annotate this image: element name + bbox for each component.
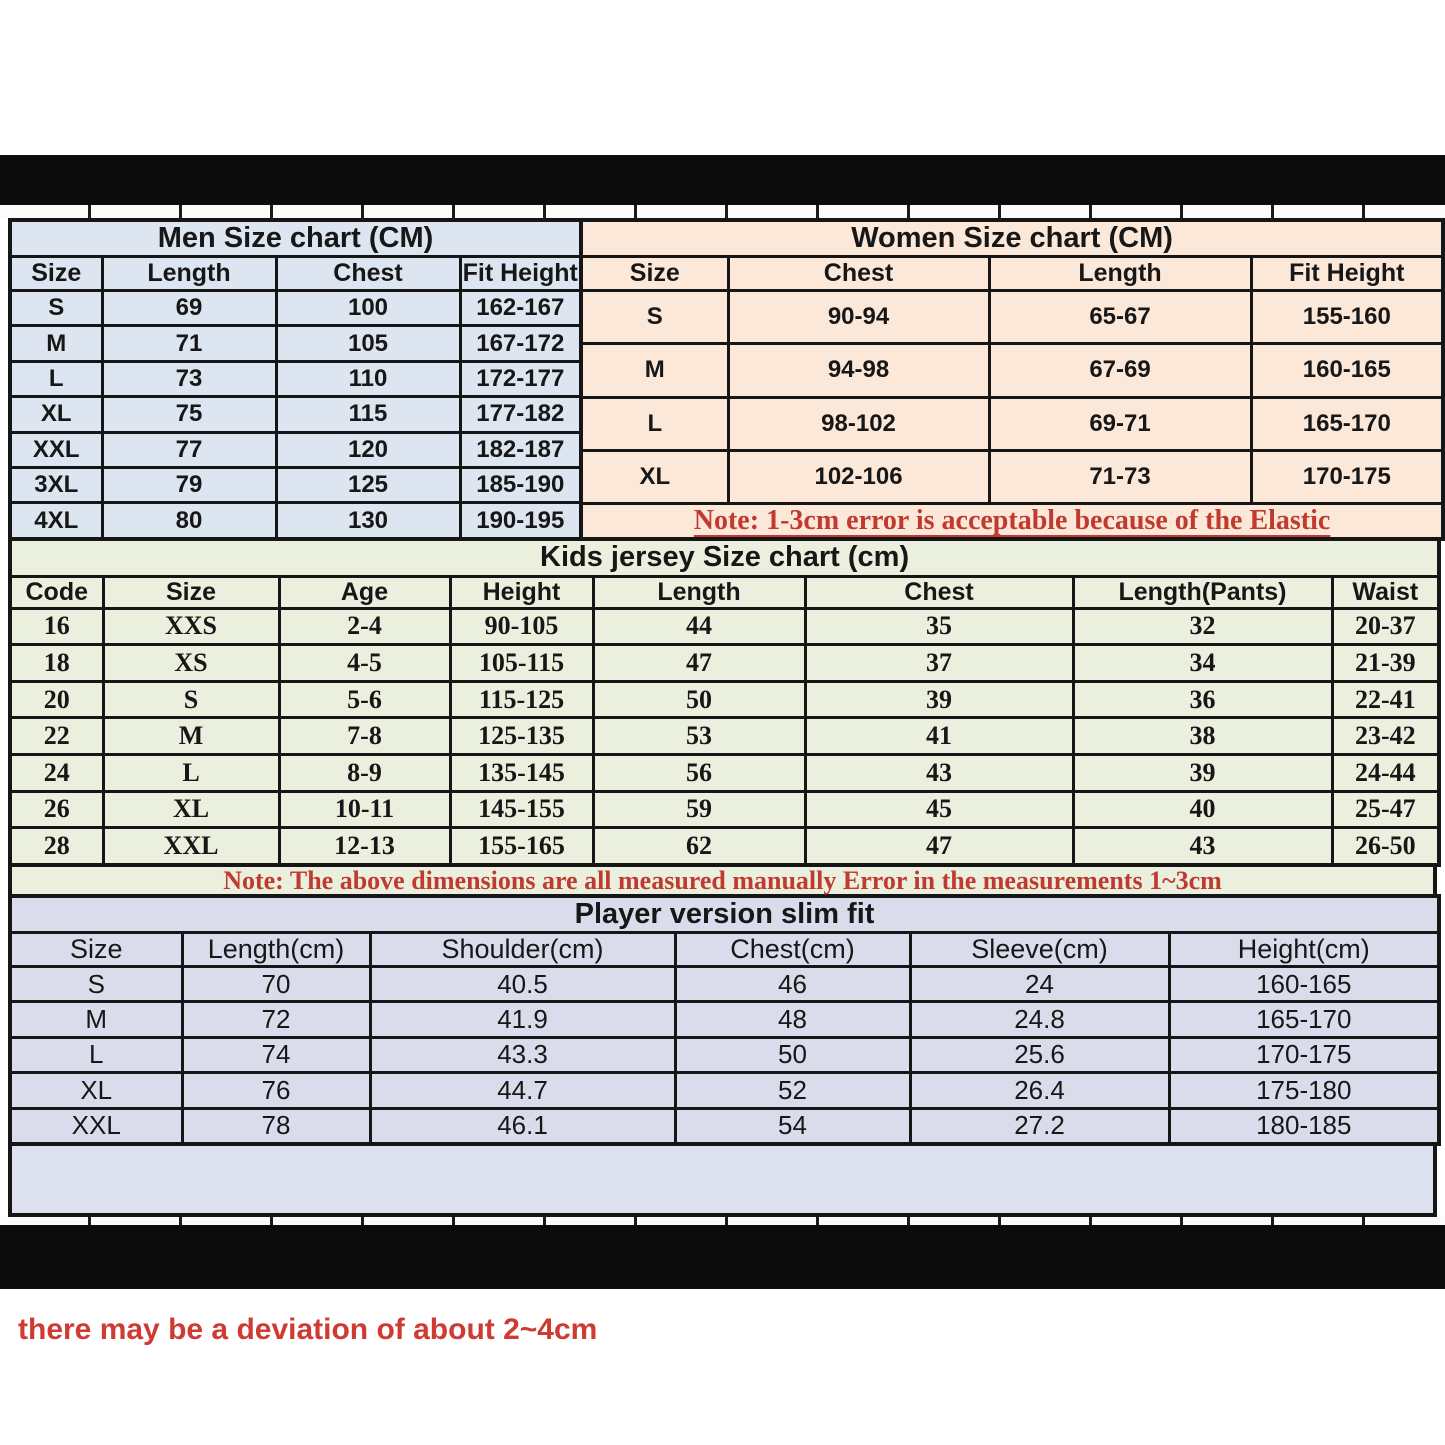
table-cell: 32 xyxy=(1073,608,1332,645)
table-cell: 130 xyxy=(276,503,460,539)
women-col-length: Length xyxy=(989,257,1251,291)
kids-col-length-pants: Length(Pants) xyxy=(1073,576,1332,608)
table-cell: S xyxy=(10,967,182,1002)
kids-col-chest: Chest xyxy=(805,576,1073,608)
table-row xyxy=(10,1073,1439,1108)
women-col-chest: Chest xyxy=(728,257,989,291)
player-col-length: Length(cm) xyxy=(182,933,370,967)
kids-table-title: Kids jersey Size chart (cm) xyxy=(10,539,1439,576)
table-cell: 71-73 xyxy=(989,450,1251,503)
table-cell: 28 xyxy=(10,828,103,865)
player-col-shoulder: Shoulder(cm) xyxy=(370,933,675,967)
women-col-fit-height: Fit Height xyxy=(1251,257,1443,291)
table-cell: XXL xyxy=(10,432,102,467)
table-cell: M xyxy=(103,718,279,755)
table-cell: 47 xyxy=(805,828,1073,865)
men-col-fit-height: Fit Height xyxy=(460,257,581,291)
table-cell: 20 xyxy=(10,681,103,718)
men-table-header-row xyxy=(10,257,581,291)
table-cell: 73 xyxy=(102,361,276,396)
table-cell: 162-167 xyxy=(460,291,581,326)
table-cell: XS xyxy=(103,645,279,682)
table-row xyxy=(10,681,1439,718)
table-cell: 182-187 xyxy=(460,432,581,467)
table-cell: XXL xyxy=(103,828,279,865)
table-cell: XXS xyxy=(103,608,279,645)
kids-col-length: Length xyxy=(593,576,805,608)
table-cell: 44 xyxy=(593,608,805,645)
player-table-body xyxy=(10,967,1439,1145)
table-cell: 34 xyxy=(1073,645,1332,682)
table-cell: 35 xyxy=(805,608,1073,645)
table-cell: 40.5 xyxy=(370,967,675,1002)
table-cell: 76 xyxy=(182,1073,370,1108)
table-cell: 24.8 xyxy=(910,1002,1169,1037)
table-cell: 80 xyxy=(102,503,276,539)
table-cell: 4-5 xyxy=(279,645,450,682)
table-cell: 47 xyxy=(593,645,805,682)
table-cell: 125 xyxy=(276,468,460,503)
table-cell: 41.9 xyxy=(370,1002,675,1037)
table-cell: 50 xyxy=(593,681,805,718)
player-col-sleeve: Sleeve(cm) xyxy=(910,933,1169,967)
table-cell: 62 xyxy=(593,828,805,865)
table-cell: 5-6 xyxy=(279,681,450,718)
table-cell: L xyxy=(581,397,728,450)
table-cell: 78 xyxy=(182,1108,370,1144)
table-row xyxy=(10,397,581,432)
player-col-chest: Chest(cm) xyxy=(675,933,910,967)
kids-col-size: Size xyxy=(103,576,279,608)
table-cell: 65-67 xyxy=(989,291,1251,344)
women-table-title: Women Size chart (CM) xyxy=(581,220,1443,257)
table-cell: 39 xyxy=(805,681,1073,718)
men-table-title-row xyxy=(10,220,581,257)
table-cell: 165-170 xyxy=(1169,1002,1439,1037)
kids-table-title-row xyxy=(10,539,1439,576)
table-row xyxy=(10,608,1439,645)
table-cell: 102-106 xyxy=(728,450,989,503)
table-cell: M xyxy=(10,1002,182,1037)
table-cell: 175-180 xyxy=(1169,1073,1439,1108)
player-col-height: Height(cm) xyxy=(1169,933,1439,967)
table-cell: 177-182 xyxy=(460,397,581,432)
table-cell: 77 xyxy=(102,432,276,467)
table-cell: 16 xyxy=(10,608,103,645)
table-cell: 90-105 xyxy=(450,608,593,645)
table-row xyxy=(10,967,1439,1002)
table-cell: 72 xyxy=(182,1002,370,1037)
table-row xyxy=(10,718,1439,755)
table-cell: XXL xyxy=(10,1108,182,1144)
table-cell: 46.1 xyxy=(370,1108,675,1144)
table-cell: 75 xyxy=(102,397,276,432)
table-cell: S xyxy=(103,681,279,718)
table-row xyxy=(10,828,1439,865)
kids-table-header-row xyxy=(10,576,1439,608)
table-cell: 170-175 xyxy=(1251,450,1443,503)
men-col-length: Length xyxy=(102,257,276,291)
table-cell: 190-195 xyxy=(460,503,581,539)
kids-col-code: Code xyxy=(10,576,103,608)
men-size-table xyxy=(8,218,583,541)
table-cell: S xyxy=(581,291,728,344)
table-cell: XL xyxy=(10,397,102,432)
player-table-title: Player version slim fit xyxy=(10,896,1439,933)
table-row xyxy=(10,755,1439,792)
table-row xyxy=(10,791,1439,828)
kids-size-table xyxy=(8,537,1441,867)
table-cell: 110 xyxy=(276,361,460,396)
table-cell: 37 xyxy=(805,645,1073,682)
table-row xyxy=(10,468,581,503)
top-grid-strip xyxy=(0,205,1445,218)
table-cell: 26-50 xyxy=(1332,828,1439,865)
table-row xyxy=(581,397,1443,450)
table-cell: 105 xyxy=(276,326,460,361)
table-cell: 2-4 xyxy=(279,608,450,645)
table-cell: 54 xyxy=(675,1108,910,1144)
table-cell: 125-135 xyxy=(450,718,593,755)
table-cell: 23-42 xyxy=(1332,718,1439,755)
top-black-bar xyxy=(0,155,1445,205)
table-cell: 98-102 xyxy=(728,397,989,450)
elastic-note-text: Note: 1-3cm error is acceptable because of the Elastic xyxy=(693,505,1331,536)
table-cell: L xyxy=(10,1037,182,1072)
women-table-header-row xyxy=(581,257,1443,291)
table-cell: 10-11 xyxy=(279,791,450,828)
table-cell: 26.4 xyxy=(910,1073,1169,1108)
table-cell: 135-145 xyxy=(450,755,593,792)
table-row xyxy=(10,503,581,539)
table-row xyxy=(10,1037,1439,1072)
table-cell: 155-165 xyxy=(450,828,593,865)
table-cell: 45 xyxy=(805,791,1073,828)
player-table-header-row xyxy=(10,933,1439,967)
kids-col-waist: Waist xyxy=(1332,576,1439,608)
size-chart-sheet xyxy=(8,218,1437,1346)
table-cell: 172-177 xyxy=(460,361,581,396)
table-row xyxy=(10,645,1439,682)
table-cell: 53 xyxy=(593,718,805,755)
table-cell: 7-8 xyxy=(279,718,450,755)
reference-note-line2: there may be a deviation of about 2~4cm xyxy=(18,1313,598,1346)
kids-table-body xyxy=(10,608,1439,865)
table-cell: 22-41 xyxy=(1332,681,1439,718)
table-cell: 41 xyxy=(805,718,1073,755)
men-women-section xyxy=(8,218,1437,541)
table-cell: 27.2 xyxy=(910,1108,1169,1144)
table-cell: 165-170 xyxy=(1251,397,1443,450)
table-cell: 26 xyxy=(10,791,103,828)
table-cell: L xyxy=(10,361,102,396)
table-row xyxy=(581,344,1443,397)
table-cell: 94-98 xyxy=(728,344,989,397)
kids-col-height: Height xyxy=(450,576,593,608)
kids-col-age: Age xyxy=(279,576,450,608)
table-cell: 90-94 xyxy=(728,291,989,344)
bottom-black-bar xyxy=(0,1225,1445,1289)
men-table-title: Men Size chart (CM) xyxy=(10,220,581,257)
table-row xyxy=(10,432,581,467)
bottom-grid-strip xyxy=(0,1217,1445,1225)
table-cell: 40 xyxy=(1073,791,1332,828)
table-cell: M xyxy=(10,326,102,361)
table-cell: 167-172 xyxy=(460,326,581,361)
table-cell: 160-165 xyxy=(1251,344,1443,397)
table-cell: 170-175 xyxy=(1169,1037,1439,1072)
table-cell: 69-71 xyxy=(989,397,1251,450)
table-cell: 20-37 xyxy=(1332,608,1439,645)
table-cell: 185-190 xyxy=(460,468,581,503)
table-cell: 52 xyxy=(675,1073,910,1108)
table-cell: 24-44 xyxy=(1332,755,1439,792)
table-row xyxy=(10,1002,1439,1037)
women-note-cell xyxy=(581,504,1443,540)
table-cell: 155-160 xyxy=(1251,291,1443,344)
women-table-block xyxy=(579,218,1441,541)
women-size-table xyxy=(579,218,1445,541)
table-cell: 43.3 xyxy=(370,1037,675,1072)
table-cell: 59 xyxy=(593,791,805,828)
player-version-table xyxy=(8,894,1441,1146)
table-cell: 38 xyxy=(1073,718,1332,755)
table-cell: 70 xyxy=(182,967,370,1002)
table-row xyxy=(10,326,581,361)
table-cell: 21-39 xyxy=(1332,645,1439,682)
table-cell: 180-185 xyxy=(1169,1108,1439,1144)
player-col-size: Size xyxy=(10,933,182,967)
table-cell: 50 xyxy=(675,1037,910,1072)
table-cell: 12-13 xyxy=(279,828,450,865)
table-cell: L xyxy=(103,755,279,792)
women-col-size: Size xyxy=(581,257,728,291)
table-cell: 22 xyxy=(10,718,103,755)
table-cell: 24 xyxy=(910,967,1169,1002)
table-cell: 46 xyxy=(675,967,910,1002)
table-cell: 43 xyxy=(805,755,1073,792)
table-cell: 145-155 xyxy=(450,791,593,828)
reference-only-note xyxy=(8,1142,1437,1346)
table-cell: 115 xyxy=(276,397,460,432)
women-note-row xyxy=(581,504,1443,540)
table-cell: 44.7 xyxy=(370,1073,675,1108)
table-cell: 67-69 xyxy=(989,344,1251,397)
table-cell: 18 xyxy=(10,645,103,682)
table-cell: 43 xyxy=(1073,828,1332,865)
table-cell: 39 xyxy=(1073,755,1332,792)
table-cell: M xyxy=(581,344,728,397)
table-cell: 74 xyxy=(182,1037,370,1072)
table-cell: 115-125 xyxy=(450,681,593,718)
table-row xyxy=(10,1108,1439,1144)
table-cell: 36 xyxy=(1073,681,1332,718)
men-col-size: Size xyxy=(10,257,102,291)
kids-measurement-note: Note: The above dimensions are all measured manually Error in the measurements 1~3cm xyxy=(8,863,1437,898)
men-table-body xyxy=(10,291,581,540)
table-cell: 25-47 xyxy=(1332,791,1439,828)
table-cell: 25.6 xyxy=(910,1037,1169,1072)
table-cell: 56 xyxy=(593,755,805,792)
table-row xyxy=(581,450,1443,503)
table-cell: 48 xyxy=(675,1002,910,1037)
table-row xyxy=(10,361,581,396)
table-cell: 3XL xyxy=(10,468,102,503)
table-cell: XL xyxy=(10,1073,182,1108)
table-cell: S xyxy=(10,291,102,326)
table-cell: 100 xyxy=(276,291,460,326)
table-cell: 24 xyxy=(10,755,103,792)
player-table-title-row xyxy=(10,896,1439,933)
table-cell: 120 xyxy=(276,432,460,467)
table-cell: 71 xyxy=(102,326,276,361)
table-cell: 8-9 xyxy=(279,755,450,792)
table-cell: 79 xyxy=(102,468,276,503)
men-col-chest: Chest xyxy=(276,257,460,291)
women-table-body xyxy=(581,291,1443,504)
table-cell: 69 xyxy=(102,291,276,326)
table-cell: 105-115 xyxy=(450,645,593,682)
table-cell: 4XL xyxy=(10,503,102,539)
table-row xyxy=(10,291,581,326)
table-cell: XL xyxy=(581,450,728,503)
table-cell: XL xyxy=(103,791,279,828)
table-row xyxy=(581,291,1443,344)
table-cell: 160-165 xyxy=(1169,967,1439,1002)
women-table-title-row xyxy=(581,220,1443,257)
